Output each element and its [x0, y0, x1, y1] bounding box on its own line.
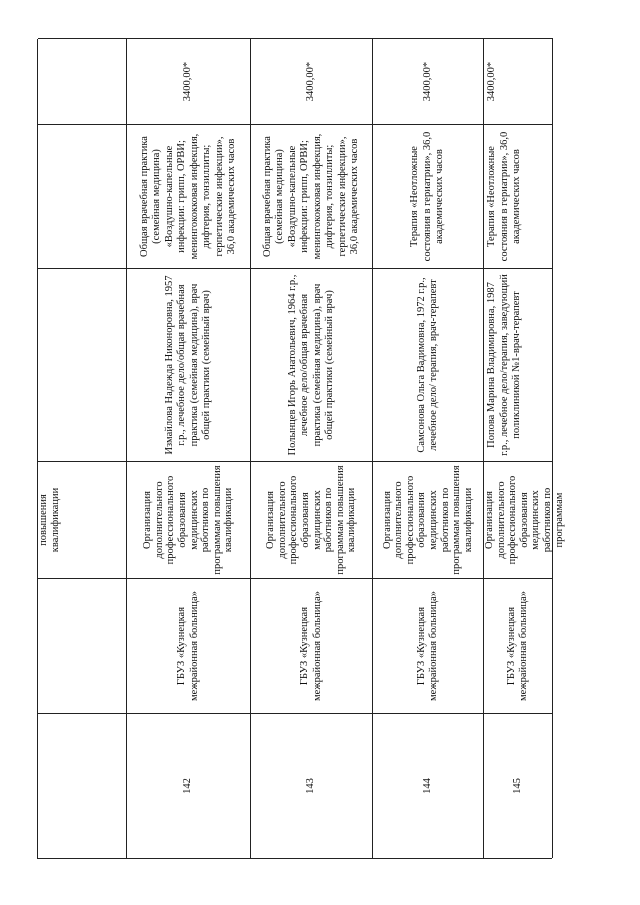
header-cell-price: [38, 38, 127, 124]
organization-cell: Организация дополнительного профессионального образования медицинских работников по программам: [484, 461, 553, 578]
institution-cell: ГБУЗ «Кузнецкая межрайонная больница»: [251, 578, 373, 713]
person-cell: Попова Марина Владимировна, 1987 г.р., лечебное дело/терапия, заведующий поликлиникой №1-врач-терапевт: [484, 268, 553, 461]
price-cell: 3400,00*: [484, 38, 553, 124]
person-cell: Полынцев Игорь Анатольевич, 1964 г.р., лечебное дело/общая врачебная практика (семейная медицина), врач общей практики (семейный врач): [251, 268, 373, 461]
program-cell: Терапия «Неотложные состояния в гериатрии», 36,0 академических часов: [373, 124, 484, 268]
row-number-cell: 144: [373, 713, 484, 858]
rotated-page: [37, 39, 565, 859]
institution-cell: ГБУЗ «Кузнецкая межрайонная больница»: [484, 578, 553, 713]
price-cell: 3400,00*: [373, 38, 484, 124]
header-cell-institution: [38, 578, 127, 713]
person-cell: Самсонова Ольга Вадимовна, 1972 г.р., лечебное дело/ терапия, врач-терапевт: [373, 268, 484, 461]
header-cell-person: [38, 268, 127, 461]
person-cell: Измайлова Надежда Никоноровна, 1957 г.р., лечебное дело/общая врачебная практика (семейная медицина), врач общей практики (семейный врач): [127, 268, 251, 461]
organization-cell: Организация дополнительного профессионального образования медицинских работников по программам повышения квалификации: [251, 461, 373, 578]
price-cell: 3400,00*: [251, 38, 373, 124]
row-number-cell: 143: [251, 713, 373, 858]
organization-cell: Организация дополнительного профессионального образования медицинских работников по программам повышения квалификации: [127, 461, 251, 578]
row-number-cell: 145: [484, 713, 553, 858]
registry-table: [37, 39, 565, 859]
header-cell-program: [38, 124, 127, 268]
program-cell: Общая врачебная практика (семейная медицина) «Воздушно-капельные инфекции: грипп, ОРВИ; менингококковая инфекция, дифтерия, тонзиллиты; герпетические инфекции», 36,0 академических часов: [251, 124, 373, 268]
header-cell-number: [38, 713, 127, 858]
price-cell: 3400,00*: [127, 38, 251, 124]
header-cell-organization: повышения квалификации: [38, 461, 127, 578]
organization-cell: Организация дополнительного профессионального образования медицинских работников по программам повышения квалификации: [373, 461, 484, 578]
institution-cell: ГБУЗ «Кузнецкая межрайонная больница»: [127, 578, 251, 713]
program-cell: Терапия «Неотложные состояния в гериатрии», 36,0 академических часов: [484, 124, 553, 268]
program-cell: Общая врачебная практика (семейная медицина) «Воздушно-капельные инфекции: грипп, ОРВИ; менингококковая инфекция, дифтерия, тонзиллиты; герпетические инфекции», 36,0 академических часов: [127, 124, 251, 268]
row-number-cell: 142: [127, 713, 251, 858]
institution-cell: ГБУЗ «Кузнецкая межрайонная больница»: [373, 578, 484, 713]
